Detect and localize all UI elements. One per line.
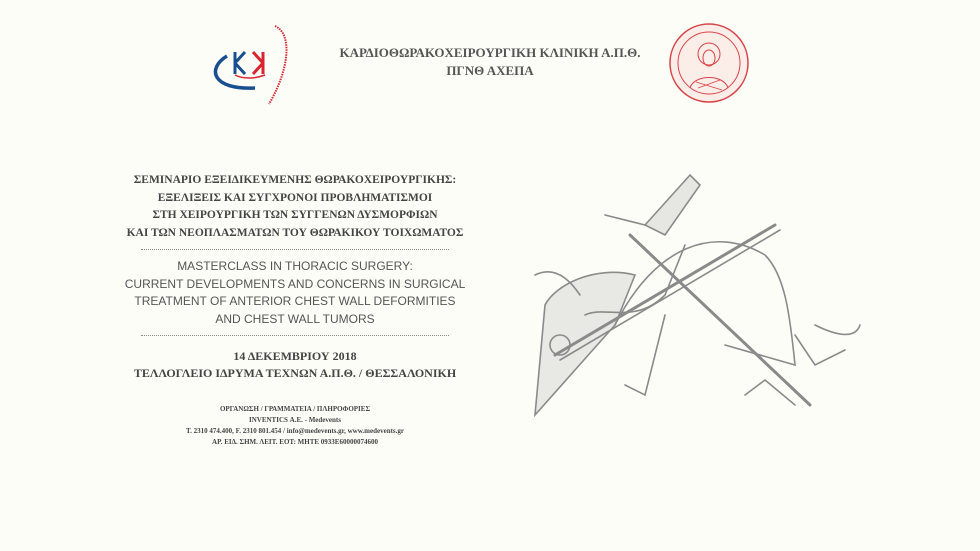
greek-title	[80, 172, 510, 242]
greek-title-line: ΕΞΕΛΙΞΕΙΣ ΚΑΙ ΣΥΓΧΡΟΝΟΙ ΠΡΟΒΛΗΜΑΤΙΣΜΟΙ	[157, 191, 433, 204]
organizer-registry: ΑΡ. ΕΙΔ. ΣΗΜ. ΛΕΙΤ. ΕΟΤ: ΜΗΤΕ 0933Ε60000074600	[212, 438, 378, 446]
organizer-info	[80, 404, 510, 448]
english-title-line: CURRENT DEVELOPMENTS AND CONCERNS IN SURGICAL	[124, 276, 466, 291]
greek-title-line: ΚΑΙ ΤΩΝ ΝΕΟΠΛΑΣΜΑΤΩΝ ΤΟΥ ΘΩΡΑΚΙΚΟΥ ΤΟΙΧΩΜΑΤΟΣ	[126, 226, 464, 239]
heart-logo-icon	[205, 20, 295, 110]
english-title	[80, 258, 510, 328]
event-info	[80, 348, 510, 382]
divider	[141, 335, 449, 336]
english-title-line: AND CHEST WALL TUMORS	[215, 311, 375, 326]
university-seal	[668, 22, 750, 104]
clinic-name: ΚΑΡΔΙΟΘΩΡΑΚΟΧΕΙΡΟΥΡΓΙΚΗ ΚΛΙΝΙΚΗ Α.Π.Θ.	[339, 45, 641, 60]
english-title-line: TREATMENT OF ANTERIOR CHEST WALL DEFORMITIES	[134, 294, 456, 308]
greek-title-line: ΣΕΜΙΝΑΡΙΟ ΕΞΕΙΔΙΚΕΥΜΕΝΗΣ ΘΩΡΑΚΟΧΕΙΡΟΥΡΓΙΚΗΣ:	[133, 174, 457, 186]
clinic-logo	[205, 20, 295, 110]
seal-icon	[668, 22, 750, 104]
event-venue: ΤΕΛΛΟΓΛΕΙΟ ΙΔΡΥΜΑ ΤΕΧΝΩΝ Α.Π.Θ. / ΘΕΣΣΑΛΟΝΙΚΗ	[133, 366, 457, 380]
surgical-sketch-icon	[515, 165, 865, 425]
greek-title-line: ΣΤΗ ΧΕΙΡΟΥΡΓΙΚΗ ΤΩΝ ΣΥΓΓΕΝΩΝ ΔΥΣΜΟΡΦΙΩΝ	[152, 209, 438, 221]
surgical-instruments-illustration	[515, 165, 865, 425]
english-title-line: MASTERCLASS IN THORACIC SURGERY:	[177, 259, 413, 273]
clinic-title	[290, 44, 690, 80]
organizer-contact: T. 2310 474.400, F. 2310 801.454 / info@medevents.gr, www.medevents.gr	[186, 427, 404, 435]
organizer-label: ΟΡΓΑΝΩΣΗ / ΓΡΑΜΜΑΤΕΙΑ / ΠΛΗΡΟΦΟΡΙΕΣ	[219, 405, 371, 413]
hospital-name: ΠΓΝΘ ΑΧΕΠΑ	[446, 63, 534, 78]
event-date: 14 ΔΕΚΕΜΒΡΙΟΥ 2018	[233, 349, 357, 363]
event-text-column	[80, 172, 510, 448]
organizer-company: INVENTICS Α.Ε. - Medevents	[249, 416, 341, 424]
divider	[141, 249, 449, 250]
